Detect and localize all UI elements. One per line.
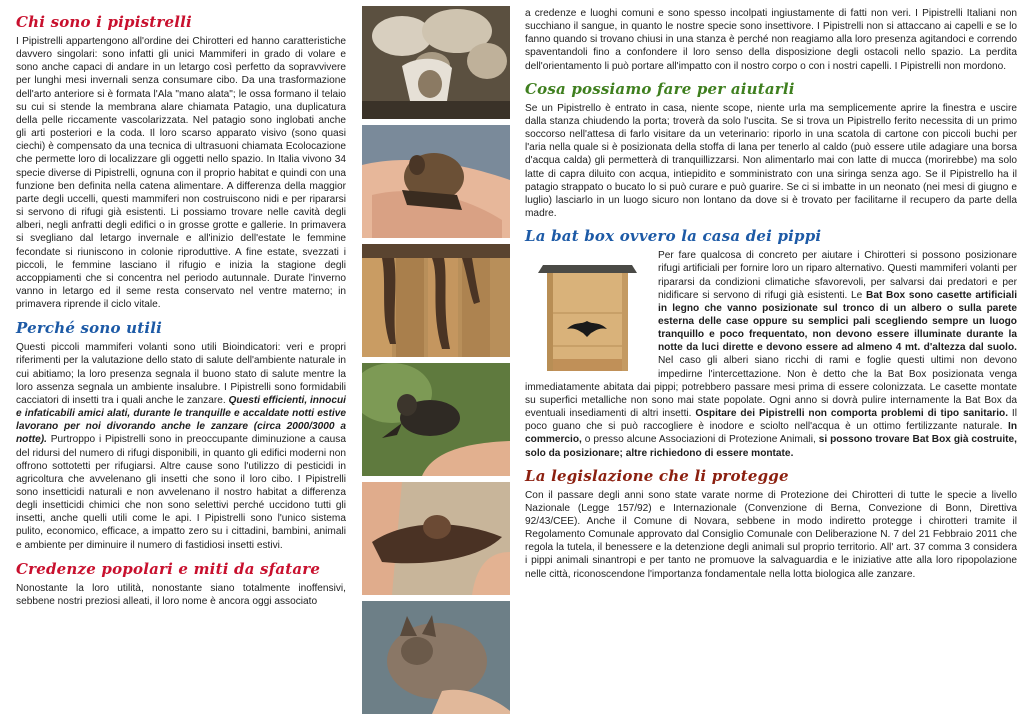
section-title-bat-box: La bat box ovvero la casa dei pippi [525, 227, 822, 246]
text-run: Questi piccoli mammiferi volanti sono utili Bioindicatori: veri e propri riferimenti per la valutazione dello stato di salute dell'ambiente naturale in cui abitiamo; la loro presenza segnala il buono stato di salute mentre la loro assenza segnala un ambiente insalubre. I Pipistrelli sono formidabili cacciatori di insetti tra i quali anche le zanzare. [16, 342, 346, 406]
section-title-credenze: Credenze popolari e miti da sfatare [16, 559, 321, 578]
text-run: Per fare qualcosa di concreto per aiutare i Chirotteri si possono posizionare rifugi artificiali per fornire loro un riparo alternativo. Questi mammiferi volanti per ripararsi da condizioni climatiche sfavorevoli, per salvarsi dai predatori e per nidificare si servono di rifugi già esistenti. Le [658, 250, 1017, 301]
section-title-perche-utili: Perché sono utili [16, 319, 163, 338]
bat-box-illustration [525, 251, 650, 376]
bat-wing-spread-photo [362, 482, 510, 595]
section-text-legislazione: Con il passare degli anni sono state varate norme di Protezione dei Chirotteri di tutte le specie a livello Nazionale (Legge 157/92) e Internazionale (Convenzione di Berna, Convezione di Bonn, Direttiva 92/43/CEE). Anche il Comune di Novara, sebbene in modo indiretto protegge i chirotteri tramite il Regolamento Comunale approvato dal Consiglio Comunale con Deliberazione N. 7 del 21 Febbraio 2011 che regola la tutela, il benessere e la detenzione degli animali sul proprio territorio. All' art. 37 comma 3 considera i pippi animali sinantropi e per tanto ne promuove la salvaguardia e le iniziative atte alla loro ripopolazione nelle città, riconoscendone l'importanza fondamentale nella lotta biologica alle zanzare. [525, 489, 1017, 580]
section-bat-box-body [525, 249, 1017, 460]
section-text-credenze-continued: a credenze e luoghi comuni e sono spesso incolpati ingiustamente di fatti non veri. I Pipistrelli Italiani non succhiano il sangue, in quanto le nostre specie sono insettivore. I Pipistrelli non si attaccano ai capelli e se lo fanno quando si trovano chiusi in una stanza è perché non reagiamo alla loro presenza agitandoci e correndo spaventandoli fino a confondere il loro senso della disposizione degli ostacoli nello spazio. La perdita dell'orientamento li può portare all'impatto con il nostro corpo o con i nostri capelli. I Pipistrelli non mordono. [525, 8, 1017, 72]
bold-text-run: Ospitare dei Pipistrelli non comporta problemi di tipo sanitario. [695, 408, 1009, 420]
photo-column [362, 6, 510, 720]
section-text-chi-sono: I Pipistrelli appartengono all'ordine dei Chirotteri ed hanno caratteristiche davvero singolari: sono infatti gli unici Mammiferi in grado di volare e sono anche capaci di andare in un letargo così perfetto da sopravvivere per lunghi mesi invernali senza consumare cibo. Da una trasformazione dell'arto anteriore si è formata l'Ala "mano alata"; le ossa formano il telaio su cui si stende la membrana alare chiamata Patagio, una duplicatura della pelle riccamente vascolarizzata. Nel patagio sono inglobati anche gli arti posteriori e la coda. Il loro scarso apparato visivo (sono quasi ciechi) è compensato da una tecnica di ultrasuoni chiamata Ecolocazione che permette loro di localizzare gli oggetti nello spazio. In Italia vivono 34 specie diverse di Pipistrelli, ognuna con il proprio habitat e quindi con una funzione ben definita nella catena alimentare. A differenza della maggior parte degli uccelli, questi mammiferi non costruiscono nidi e per ripararsi si servono di rifugi già esistenti. Li possiamo trovare nelle cavità degli alberi, negli anfratti degli edifici o in grosse grotte e gallerie. In primavera si svegliano dal letargo invernale e all'inizio dell'estate le femmine fecondate si riuniscono in colonie riproduttive. A fine estate, svezzati i piccoli, le femmine lasciano il rifugio e inizia la stagione degli accoppiamenti che si concentra nel periodo autunnale. Durate l'inverno vanno in letargo ed il seme resta conservato nel ventre materno; in primavera riprende il ciclo vitale. [16, 36, 346, 311]
text-run: Nel caso gli alberi siano ricchi di rami e foglie questi ultimi non devono impedirne l'intercettazione. Non è detto che la Bat Box posizionata venga immediatamente abitata dai pippi; potrebbero passare mesi prima di essere colonizzata. Le casette montate su superfici metalliche non sono mai state popolate. Ogni anno si dovrà pulire internamente la Bat Box da eventuali insediamenti di altri insetti. [525, 355, 1017, 420]
section-title-chi-sono: Chi sono i pipistrelli [16, 13, 192, 31]
section-text-bat-box-intro [525, 249, 1017, 460]
text-run: Purtroppo i Pipistrelli sono in preoccupante diminuzione a causa del ridursi del numero di rifugi disponibili, in quanto gli edifici moderni non offrono sottotetti per rifugiarsi. Altre cause sono l'utilizzo di pesticidi in agricoltura che avvelenano gli insetti che sono il loro cibo. I Pipistrelli sono insetticidi naturali e non avvelenano il nostro habitat a differenza degli insetticidi chimici che non sono selettivi perché uccidono tutti gli insetti, anche quelli utili come le api. I Pipistrelli sono l'unico sistema pulito, economico, efficace, a impatto zero su i cittadini, bambini, animali e ambiente per diminuire il numero di fastidiosi insetti estivi. [16, 434, 346, 551]
bold-text-run: Bat Box sono casette artificiali in legno che vanno posizionate sul tronco di un albero o sulla parete esterna delle case oppure su semplici pali scegliendo sempre un luogo tranquillo e poco frequentato, non devono essere illuminate durante la notte da luci dirette e devono essere ad almeno 4 mt. d'altezza dal suolo. [658, 289, 1018, 354]
bat-closeup-photo [362, 601, 510, 714]
bat-on-finger-photo [362, 363, 510, 476]
text-run: Il poco guano che si può raccogliere è inodore e sciolto nell'acqua è un ottimo fertilizzante naturale. [525, 408, 1017, 433]
bold-text-run: Questi efficienti, innocui e infaticabili amici alati, durante le tranquille e accaldate notti estive lavorano per noi divorando anche le zanzare (circa 2000/3000 a notte). [16, 394, 346, 446]
bats-on-wood-photo [362, 244, 510, 357]
section-text-cosa-fare: Se un Pipistrello è entrato in casa, niente scope, niente urla ma semplicemente aprire la finestra e uscire dalla stanza chiudendo la porta; troverà da solo l'uscita. Se si trova un Pipistrello ferito necessita di un primo soccorso nell'attesa di farlo visitare da un veterinario: riporlo in una scatola di cartone con piccoli buchi per l'aria nella quale si è posizionata della stoffa di lana per tenerlo al caldo (può essere utile adagiare una borsa d'acqua calda) gli permetterà di tranquillizzarsi. Non alimentarlo mai con latte di mucca (morirebbe) ma solo latte di capra diluito con acqua, intiepidito e somministrato con una siringa senza ago. Se il Pipistrello ha il patagio strappato o bucato lo si può curare e può guarire. Se ci si imbatte in un neonato (nei mesi di giugno e luglio) lasciarlo in un luogo sicuro non lontano da dove si è trovato per facilitarne il recupero da parte della madre. [525, 102, 1017, 220]
section-text-perche-utili [16, 341, 346, 552]
text-run: o presso alcune Associazioni di Protezione Animali, [581, 434, 819, 446]
right-column [525, 0, 1017, 581]
bold-text-run: si possono trovare Bat Box già costruite, solo da posizionare; altre richiedono di essere montate. [525, 434, 1017, 459]
section-title-cosa-fare: Cosa possiamo fare per aiutarli [525, 79, 795, 98]
bold-text-run: In commercio, [525, 421, 1017, 446]
bat-colony-photo [362, 6, 510, 119]
bat-in-hand-photo [362, 125, 510, 238]
section-text-credenze: Nonostante la loro utilità, nonostante siano totalmente inoffensivi, sebbene nostri preziosi alleati, il loro nome è ancora oggi associato [16, 582, 346, 607]
left-column [16, 0, 346, 608]
section-title-legislazione: La legislazione che li protegge [525, 466, 789, 485]
